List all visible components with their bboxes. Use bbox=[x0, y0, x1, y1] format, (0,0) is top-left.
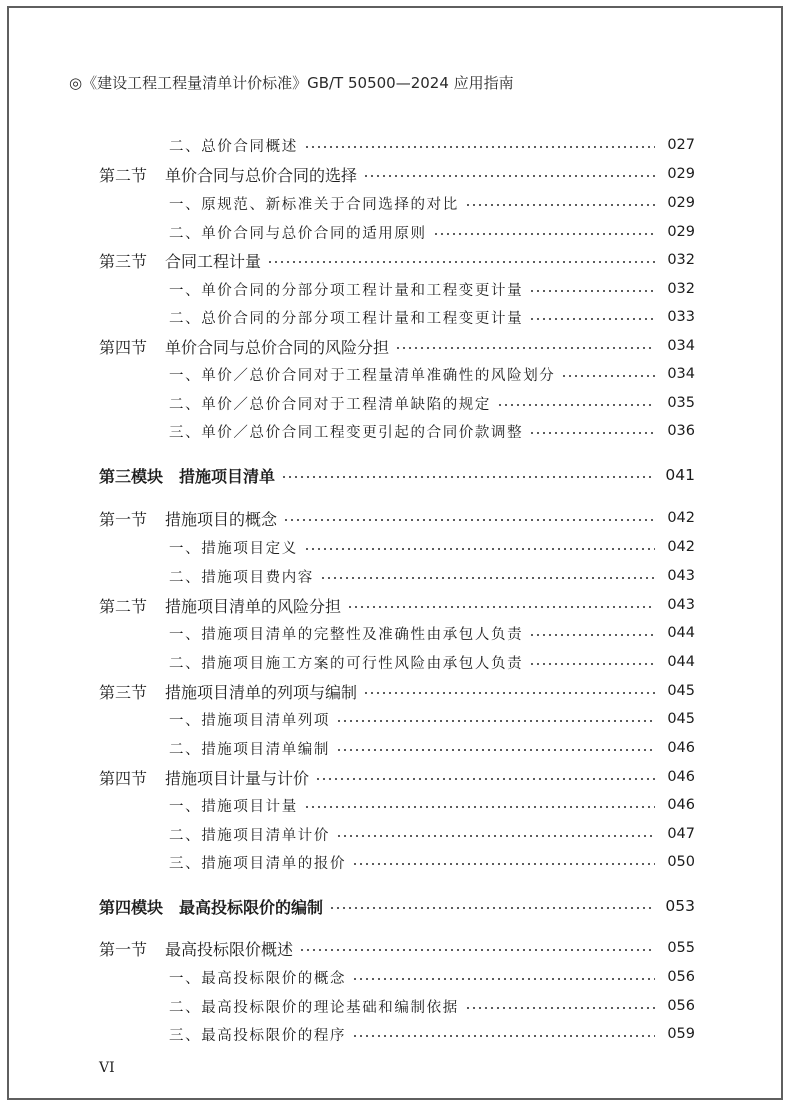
toc-entry-label bbox=[99, 507, 277, 530]
dot-leader bbox=[336, 835, 655, 837]
toc-entry-page: 046 bbox=[667, 797, 695, 813]
toc-entry-sub bbox=[169, 190, 695, 216]
toc-entry-label bbox=[99, 680, 357, 703]
toc-entry-page: 036 bbox=[667, 423, 695, 439]
toc-entry-title: 一、措施项目清单的完整性及准确性由承包人负责 bbox=[169, 626, 524, 643]
toc-entry-title: 二、措施项目清单计价 bbox=[169, 827, 330, 844]
dot-leader bbox=[283, 519, 655, 521]
dot-leader bbox=[315, 778, 655, 780]
toc-entry-section bbox=[99, 505, 695, 531]
toc-entry-module bbox=[99, 462, 695, 488]
toc-entry-label bbox=[99, 937, 293, 960]
toc-entry-label bbox=[99, 594, 341, 617]
toc-entry-number: 第二节 bbox=[99, 165, 148, 185]
toc-entry-section bbox=[99, 678, 695, 704]
toc-entry-page: 034 bbox=[667, 338, 695, 354]
toc-entry-label bbox=[169, 709, 330, 730]
dot-leader bbox=[329, 907, 655, 909]
toc-entry-page: 046 bbox=[667, 740, 695, 756]
toc-entry-title: 最高投标限价的编制 bbox=[179, 897, 324, 917]
dot-leader bbox=[529, 318, 655, 320]
toc-entry-label bbox=[169, 307, 523, 328]
dot-leader bbox=[497, 404, 655, 406]
toc-entry-title: 三、最高投标限价的程序 bbox=[169, 1027, 347, 1044]
toc-entry-page: 045 bbox=[667, 711, 695, 727]
toc-entry-page: 029 bbox=[667, 195, 695, 211]
toc-entry-label bbox=[169, 852, 346, 873]
toc-entry-title: 单价合同与总价合同的选择 bbox=[165, 165, 358, 185]
dot-leader bbox=[299, 949, 655, 951]
toc-entry-section bbox=[99, 161, 695, 187]
dot-leader bbox=[352, 1035, 655, 1037]
toc-entry-sub bbox=[169, 792, 695, 818]
dot-leader bbox=[281, 476, 655, 478]
toc-entry-page: 059 bbox=[667, 1026, 695, 1042]
toc-entry-number: 第四节 bbox=[99, 337, 148, 357]
toc-entry-label bbox=[99, 163, 357, 186]
toc-entry-page: 043 bbox=[667, 597, 695, 613]
dot-leader bbox=[529, 634, 655, 636]
book-page bbox=[7, 6, 783, 1100]
toc-entry-label bbox=[169, 824, 330, 845]
toc-entry-label bbox=[169, 996, 459, 1017]
toc-entry-title: 单价合同与总价合同的风险分担 bbox=[165, 337, 390, 357]
toc-entry-page: 053 bbox=[665, 897, 695, 915]
toc-entry-label bbox=[169, 222, 427, 243]
toc-entry-title: 一、措施项目定义 bbox=[169, 540, 298, 557]
toc-entry-title: 措施项目清单的风险分担 bbox=[165, 596, 342, 616]
toc-entry-title: 二、措施项目费内容 bbox=[169, 569, 314, 586]
dot-leader bbox=[267, 261, 655, 263]
toc-entry-label bbox=[169, 421, 523, 442]
toc-entry-page: 045 bbox=[667, 683, 695, 699]
toc-entry-title: 措施项目清单 bbox=[179, 466, 276, 486]
dot-leader bbox=[465, 1007, 655, 1009]
toc-entry-title: 一、原规范、新标准关于合同选择的对比 bbox=[169, 196, 459, 213]
toc-entry-title: 三、单价／总价合同工程变更引起的合同价款调整 bbox=[169, 424, 524, 441]
dot-leader bbox=[433, 233, 655, 235]
toc-entry-sub bbox=[169, 132, 695, 158]
toc-entry-label bbox=[169, 135, 298, 156]
toc-entry-page: 050 bbox=[667, 854, 695, 870]
toc-entry-title: 二、总价合同概述 bbox=[169, 138, 298, 155]
toc-entry-label bbox=[169, 652, 523, 673]
toc-entry-title: 措施项目的概念 bbox=[165, 509, 278, 529]
toc-entry-number: 第一节 bbox=[99, 939, 148, 959]
toc-entry-section bbox=[99, 592, 695, 618]
toc-entry-sub bbox=[169, 304, 695, 330]
toc-entry-page: 032 bbox=[667, 252, 695, 268]
toc-entry-sub bbox=[169, 993, 695, 1019]
dot-leader bbox=[352, 863, 655, 865]
toc-entry-section bbox=[99, 333, 695, 359]
toc-entry-label bbox=[169, 193, 459, 214]
dot-leader bbox=[561, 375, 655, 377]
toc-entry-page: 046 bbox=[667, 769, 695, 785]
toc-entry-sub bbox=[169, 706, 695, 732]
toc-entry-label bbox=[169, 1024, 346, 1045]
toc-entry-title: 二、单价合同与总价合同的适用原则 bbox=[169, 225, 427, 242]
toc-entry-number: 第二节 bbox=[99, 596, 148, 616]
dot-leader bbox=[395, 347, 655, 349]
toc-entry-sub bbox=[169, 735, 695, 761]
dot-leader bbox=[336, 749, 655, 751]
toc-entry-page: 033 bbox=[667, 309, 695, 325]
toc-entry-page: 043 bbox=[667, 568, 695, 584]
toc-entry-section bbox=[99, 247, 695, 273]
toc-entry-title: 措施项目清单的列项与编制 bbox=[165, 682, 358, 702]
dot-leader bbox=[363, 692, 655, 694]
dot-leader bbox=[465, 204, 655, 206]
toc-entry-page: 047 bbox=[667, 826, 695, 842]
toc-entry-page: 027 bbox=[667, 137, 695, 153]
dot-leader bbox=[304, 806, 655, 808]
toc-entry-label bbox=[169, 967, 346, 988]
toc-entry-label bbox=[169, 537, 298, 558]
toc-entry-title: 一、单价合同的分部分项工程计量和工程变更计量 bbox=[169, 282, 524, 299]
dot-leader bbox=[336, 720, 655, 722]
toc-entry-label bbox=[169, 795, 298, 816]
toc-entry-title: 最高投标限价概述 bbox=[165, 939, 294, 959]
toc-entry-label bbox=[169, 364, 555, 385]
toc-entry-label bbox=[99, 249, 261, 272]
toc-entry-title: 二、措施项目施工方案的可行性风险由承包人负责 bbox=[169, 655, 524, 672]
toc-entry-title: 二、总价合同的分部分项工程计量和工程变更计量 bbox=[169, 310, 524, 327]
toc-entry-page: 042 bbox=[667, 539, 695, 555]
toc-entry-page: 056 bbox=[667, 969, 695, 985]
toc-entry-sub bbox=[169, 534, 695, 560]
dot-leader bbox=[347, 606, 655, 608]
toc-entry-label bbox=[99, 464, 275, 487]
toc-entry-sub bbox=[169, 849, 695, 875]
toc-entry-number: 第三节 bbox=[99, 682, 148, 702]
toc-entry-sub bbox=[169, 821, 695, 847]
toc-entry-sub bbox=[169, 1021, 695, 1047]
toc-entry-title: 一、单价／总价合同对于工程量清单准确性的风险划分 bbox=[169, 367, 556, 384]
dot-leader bbox=[304, 146, 655, 148]
toc-entry-sub bbox=[169, 276, 695, 302]
toc-entry-page: 044 bbox=[667, 625, 695, 641]
toc-entry-sub bbox=[169, 418, 695, 444]
toc-entry-page: 041 bbox=[665, 466, 695, 484]
toc-entry-title: 三、措施项目清单的报价 bbox=[169, 855, 347, 872]
toc-entry-label bbox=[99, 895, 323, 918]
toc-entry-page: 029 bbox=[667, 224, 695, 240]
toc-entry-sub bbox=[169, 620, 695, 646]
toc-entry-number: 第四节 bbox=[99, 768, 148, 788]
toc-entry-title: 一、最高投标限价的概念 bbox=[169, 970, 347, 987]
toc-entry-page: 042 bbox=[667, 510, 695, 526]
dot-leader bbox=[304, 548, 655, 550]
toc-entry-title: 一、措施项目清单列项 bbox=[169, 712, 330, 729]
toc-entry-title: 措施项目计量与计价 bbox=[165, 768, 310, 788]
toc-entry-page: 035 bbox=[667, 395, 695, 411]
toc-entry-number: 第一节 bbox=[99, 509, 148, 529]
toc-entry-module bbox=[99, 893, 695, 919]
toc-entry-title: 二、措施项目清单编制 bbox=[169, 741, 330, 758]
toc-entry-page: 034 bbox=[667, 366, 695, 382]
toc-entry-title: 二、最高投标限价的理论基础和编制依据 bbox=[169, 999, 459, 1016]
dot-leader bbox=[320, 577, 655, 579]
toc-entry-page: 055 bbox=[667, 940, 695, 956]
toc-entry-label bbox=[169, 566, 314, 587]
toc-entry-page: 056 bbox=[667, 998, 695, 1014]
toc-entry-label bbox=[99, 335, 389, 358]
dot-leader bbox=[352, 978, 655, 980]
toc-entry-section bbox=[99, 935, 695, 961]
toc-entry-section bbox=[99, 764, 695, 790]
dot-leader bbox=[529, 290, 655, 292]
toc-entry-sub bbox=[169, 964, 695, 990]
toc-entry-label bbox=[169, 393, 491, 414]
toc-entry-sub bbox=[169, 563, 695, 589]
toc-entry-label bbox=[169, 279, 523, 300]
dot-leader bbox=[363, 175, 655, 177]
toc-entry-page: 032 bbox=[667, 281, 695, 297]
toc-entry-sub bbox=[169, 219, 695, 245]
dot-leader bbox=[529, 663, 655, 665]
dot-leader bbox=[529, 432, 655, 434]
toc-entry-title: 合同工程计量 bbox=[165, 251, 262, 271]
toc-entry-label bbox=[169, 738, 330, 759]
toc-entry-sub bbox=[169, 649, 695, 675]
page-number: VI bbox=[99, 1060, 115, 1076]
toc-entry-page: 044 bbox=[667, 654, 695, 670]
toc-entry-sub bbox=[169, 390, 695, 416]
toc-entry-label bbox=[99, 766, 309, 789]
toc-entry-number: 第四模块 bbox=[99, 897, 164, 917]
toc-entry-sub bbox=[169, 361, 695, 387]
toc-entry-number: 第三模块 bbox=[99, 466, 164, 486]
toc-entry-title: 二、单价／总价合同对于工程清单缺陷的规定 bbox=[169, 396, 491, 413]
toc-entry-title: 一、措施项目计量 bbox=[169, 798, 298, 815]
running-head: ◎《建设工程工程量清单计价标准》GB/T 50500—2024 应用指南 bbox=[69, 74, 514, 92]
toc-entry-label bbox=[169, 623, 523, 644]
toc-entry-number: 第三节 bbox=[99, 251, 148, 271]
toc-entry-page: 029 bbox=[667, 166, 695, 182]
